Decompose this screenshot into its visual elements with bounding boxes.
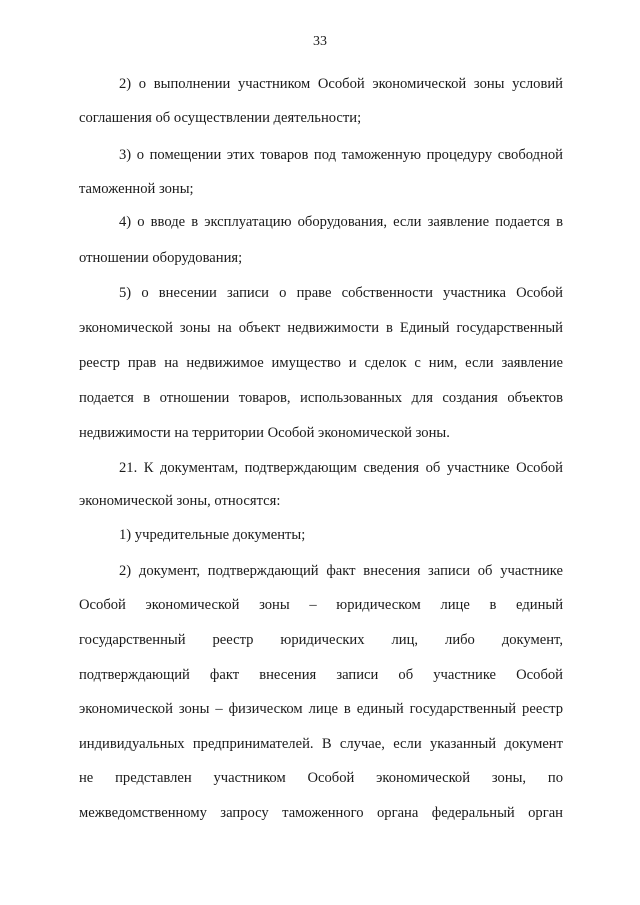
- text-line: подтверждающий факт внесения записи об участнике Особой: [79, 667, 563, 683]
- text-line: реестр прав на недвижимое имущество и сделок с ним, если заявление: [79, 355, 563, 371]
- text-line: 2) документ, подтверждающий факт внесения записи об участнике: [119, 563, 563, 579]
- page-number: 33: [313, 34, 327, 49]
- text-line: межведомственному запросу таможенного органа федеральный орган: [79, 805, 563, 821]
- text-line: экономической зоны на объект недвижимости в Единый государственный: [79, 320, 563, 336]
- text-line: отношении оборудования;: [79, 250, 243, 266]
- text-line: соглашения об осуществлении деятельности;: [79, 110, 362, 126]
- text-line: 3) о помещении этих товаров под таможенную процедуру свободной: [119, 147, 563, 163]
- text-line: экономической зоны – физическом лице в единый государственный реестр: [79, 701, 563, 717]
- text-line: экономической зоны, относятся:: [79, 493, 281, 509]
- text-line: таможенной зоны;: [79, 181, 194, 197]
- text-line: 2) о выполнении участником Особой экономической зоны условий: [119, 76, 563, 92]
- text-line: подается в отношении товаров, использованных для создания объектов: [79, 390, 563, 406]
- text-line: 21. К документам, подтверждающим сведения об участнике Особой: [119, 460, 563, 476]
- text-line: 1) учредительные документы;: [119, 527, 306, 543]
- text-line: недвижимости на территории Особой экономической зоны.: [79, 425, 450, 441]
- text-line: индивидуальных предпринимателей. В случае, если указанный документ: [79, 736, 563, 752]
- text-line: 5) о внесении записи о праве собственности участника Особой: [119, 285, 563, 301]
- text-line: 4) о вводе в эксплуатацию оборудования, если заявление подается в: [119, 214, 563, 230]
- text-line: государственный реестр юридических лиц, либо документ,: [79, 632, 563, 648]
- text-line: не представлен участником Особой экономической зоны, по: [79, 770, 563, 786]
- text-line: Особой экономической зоны – юридическом лице в единый: [79, 597, 563, 613]
